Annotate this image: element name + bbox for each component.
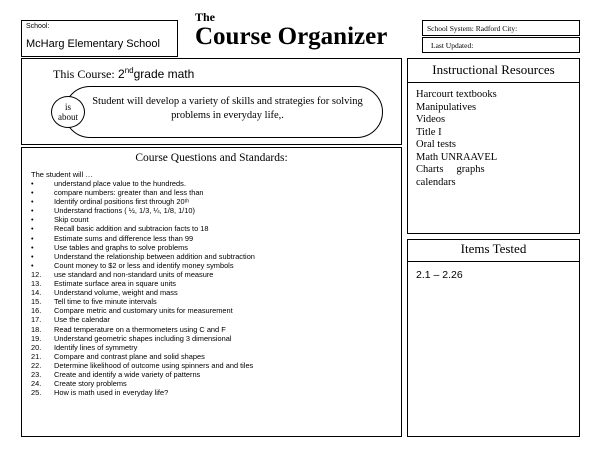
resource-item: Harcourt textbooks — [416, 89, 497, 100]
standard-text: Compare metric and customary units for measurement — [54, 306, 233, 316]
school-field — [21, 20, 178, 57]
standard-marker: • — [31, 224, 34, 234]
last-updated-field: Last Updated: — [422, 37, 580, 53]
standard-text: understand place value to the hundreds. — [54, 179, 186, 188]
course-grade-suffix: nd — [124, 66, 134, 75]
is-about-line2: about — [58, 112, 78, 122]
resource-item: calendars — [416, 176, 456, 188]
standard-text: Count money to $2 or less and identify money symbols — [54, 260, 234, 270]
standard-marker: 23. — [31, 369, 42, 379]
standards-list — [31, 179, 396, 397]
standard-text: Use the calendar — [54, 315, 110, 325]
standard-text: Compare and contrast plane and solid shapes — [54, 351, 205, 361]
resource-item: Videos — [416, 114, 446, 125]
standard-item — [31, 270, 396, 279]
course-name: grade math — [133, 67, 195, 81]
course-prefix: This Course: — [53, 67, 115, 81]
standard-marker: 15. — [31, 297, 42, 307]
standard-item — [31, 388, 396, 397]
school-label: School: — [26, 23, 50, 30]
standard-text: Use tables and graphs to solve problems — [54, 242, 188, 252]
questions-title: Course Questions and Standards: — [135, 152, 288, 164]
standard-marker: 16. — [31, 306, 42, 316]
standard-text: use standard and non-standard units of measure — [54, 269, 214, 279]
is-about-circle — [51, 96, 85, 128]
standard-item — [31, 352, 396, 361]
standard-item — [31, 288, 396, 297]
standard-item — [31, 325, 396, 334]
course-grade-number: 2 — [118, 67, 125, 81]
standard-marker: 24. — [31, 379, 42, 389]
standard-item — [31, 215, 396, 224]
standard-text: Estimate sums and difference less than 99 — [54, 233, 194, 243]
standard-item — [31, 279, 396, 288]
standard-text: Understand geometric shapes including 3 dimensional — [54, 333, 232, 343]
standard-item — [31, 206, 396, 215]
resource-item: Manipulatives — [416, 101, 477, 113]
standard-text: Tell time to five minute intervals — [54, 297, 157, 307]
items-tested-title: Items Tested — [460, 241, 527, 256]
resources-list — [416, 89, 497, 189]
questions-intro: The student will … — [31, 170, 93, 179]
standard-marker: 18. — [31, 324, 42, 334]
standard-text: Identify ordinal positions first through 20ᵗʰ — [54, 197, 190, 207]
standard-item — [31, 315, 396, 324]
school-name: McHarg Elementary School — [26, 38, 160, 50]
standard-marker: 21. — [31, 351, 42, 361]
standard-item — [31, 343, 396, 352]
standard-text: compare numbers: greater than and less than — [54, 188, 204, 198]
standard-marker: • — [31, 233, 34, 243]
standard-item — [31, 224, 396, 233]
standard-marker: • — [31, 206, 34, 216]
standard-item — [31, 261, 396, 270]
standard-item — [31, 188, 396, 197]
standard-text: Skip count — [54, 215, 89, 225]
standard-marker: 25. — [31, 388, 42, 398]
standard-item — [31, 370, 396, 379]
standard-marker: • — [31, 215, 34, 225]
standard-item — [31, 234, 396, 243]
standard-item — [31, 334, 396, 343]
standard-text: Create story problems — [54, 379, 127, 389]
standard-text: Recall basic addition and subtracion facts to 18 — [54, 224, 209, 234]
is-about-line1: is — [64, 102, 71, 112]
standard-marker: 19. — [31, 333, 42, 343]
standard-marker: • — [31, 242, 34, 252]
standard-marker: • — [31, 188, 34, 198]
standard-item — [31, 243, 396, 252]
course-statement: Student will develop a variety of skills and strategies for solving problems in everyday life,. — [92, 96, 363, 121]
standard-marker: 22. — [31, 360, 42, 370]
title-prefix: The — [195, 10, 216, 24]
standard-text: Read temperature on a thermometers using C and F — [54, 324, 226, 334]
standard-marker: • — [31, 251, 34, 261]
resource-item: Oral tests — [416, 139, 456, 150]
standard-item — [31, 179, 396, 188]
standard-text: Identify lines of symmetry — [54, 342, 138, 352]
standard-marker: 13. — [31, 279, 42, 289]
standard-item — [31, 379, 396, 388]
standard-text: Understand the relationship between addition and subtraction — [54, 251, 255, 261]
standard-text: Estimate surface area in square units — [54, 279, 177, 289]
standard-item — [31, 306, 396, 315]
standard-item — [31, 252, 396, 261]
standard-text: Create and identify a wide variety of patterns — [54, 369, 201, 379]
standard-marker: • — [31, 179, 34, 188]
standard-marker: • — [31, 260, 34, 270]
course-label — [53, 66, 194, 82]
items-tested-divider — [407, 261, 580, 262]
resources-title: Instructional Resources — [432, 62, 555, 77]
standard-text: Understand volume, weight and mass — [54, 288, 178, 298]
standard-item — [31, 197, 396, 206]
items-tested-value: 2.1 – 2.26 — [416, 269, 463, 281]
standard-marker: 20. — [31, 342, 42, 352]
standard-marker: • — [31, 197, 34, 207]
standard-item — [31, 297, 396, 306]
standard-text: Understand fractions ( ½, 1/3, ¼, 1/8, 1/10) — [54, 206, 195, 216]
standard-item — [31, 361, 396, 370]
standard-marker: 17. — [31, 315, 42, 325]
page-title: Course Organizer — [195, 23, 388, 50]
standard-text: Determine likelihood of outcome using spinners and and tiles — [54, 360, 254, 370]
standard-marker: 14. — [31, 288, 42, 298]
resource-item: Title I — [416, 126, 442, 138]
school-system-field: School System: Radford City: — [422, 20, 580, 36]
standard-marker: 12. — [31, 269, 42, 279]
resource-item: Math UNRAAVEL — [416, 151, 498, 163]
resource-item: Charts graphs — [416, 164, 485, 175]
resources-divider — [407, 82, 580, 83]
standard-text: How is math used in everyday life? — [54, 388, 169, 398]
